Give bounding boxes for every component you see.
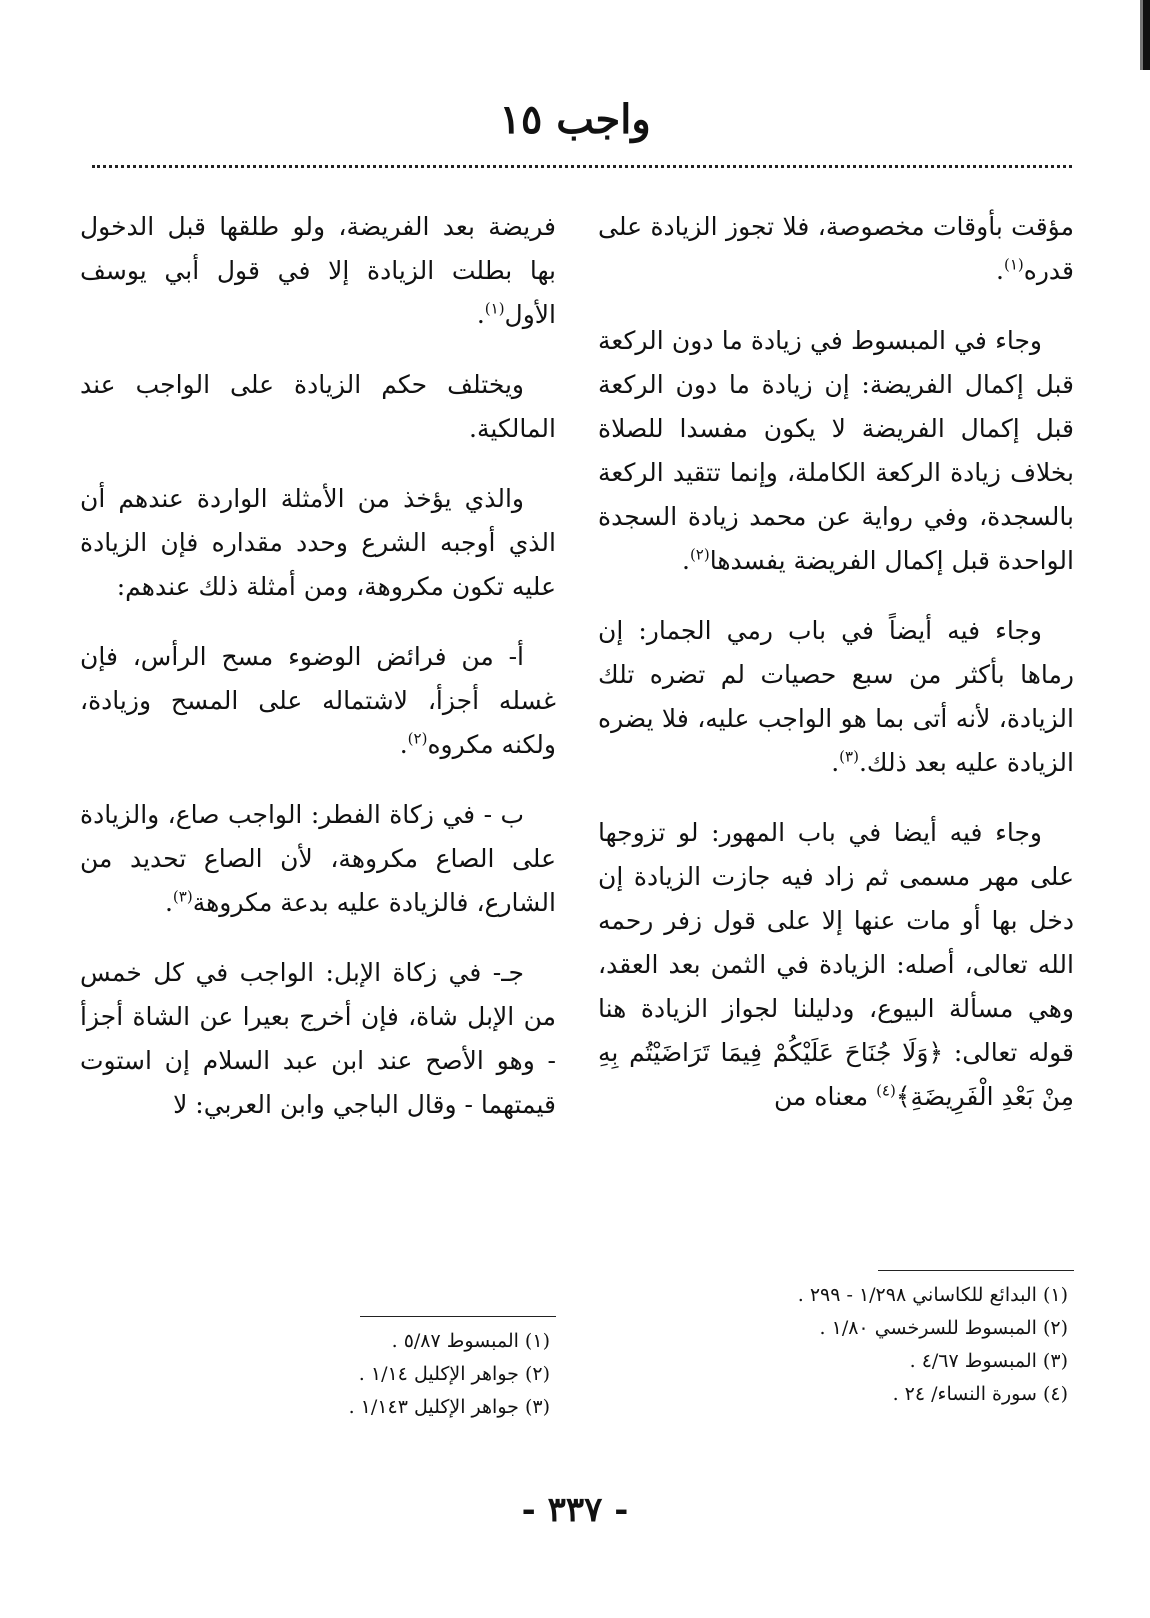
- paragraph: [80, 793, 556, 925]
- paragraph-tail: .: [399, 730, 408, 759]
- footnote-ref: (٣): [172, 887, 193, 906]
- paragraph-tail: .: [164, 888, 173, 917]
- footnote-ref: (٤): [876, 1081, 896, 1100]
- paragraph: [598, 609, 1074, 785]
- scan-edge-mark: [1136, 0, 1150, 70]
- page-number: - ٣٣٧ -: [521, 1490, 629, 1530]
- paragraph: [80, 477, 556, 609]
- footnote-item: (١) المبسوط ٥/٨٧ .: [391, 1330, 550, 1352]
- paragraph-text: ويختلف حكم الزيادة على الواجب عند المالكية.: [80, 370, 556, 443]
- paragraph: [598, 205, 1074, 293]
- footnote-item: (١) البدائع للكاساني ١/٢٩٨ - ٢٩٩ .: [797, 1284, 1068, 1306]
- footnote-ref: (٢): [689, 545, 710, 564]
- paragraph: [80, 951, 556, 1127]
- page-header-title: واجب ١٥: [499, 96, 651, 143]
- footnote-item: (٤) سورة النساء/ ٢٤ .: [892, 1383, 1068, 1405]
- right-column: [598, 205, 1074, 1145]
- footnote-item: (٢) المبسوط للسرخسي ١/٨٠ .: [819, 1317, 1068, 1339]
- paragraph-text: والذي يؤخذ من الأمثلة الواردة عندهم أن الذي أوجبه الشرع وحدد مقداره فإن الزيادة عليه تكون مكروهة، ومن أمثلة ذلك عندهم:: [80, 484, 556, 601]
- paragraph-text: جـ- في زكاة الإبل: الواجب في كل خمس من الإبل شاة، فإن أخرج بعيرا عن الشاة أجزأ - وهو الأصح عند ابن عبد السلام إن استوت قيمتهما - وقال الباجي وابن العربي: لا: [80, 958, 556, 1119]
- paragraph-text: ب - في زكاة الفطر: الواجب صاع، والزيادة على الصاع مكروهة، لأن الصاع تحديد من الشارع، فالزيادة عليه بدعة مكروهة: [80, 800, 556, 917]
- footnotes-left: [80, 1316, 556, 1424]
- footnote-ref: (١): [484, 299, 505, 318]
- header-dotted-rule: [92, 165, 1072, 168]
- footnote-rule: [878, 1270, 1074, 1271]
- footnote-item: (٣) جواهر الإكليل ١/١٤٣ .: [348, 1396, 550, 1418]
- paragraph-text: مؤقت بأوقات مخصوصة، فلا تجوز الزيادة على قدره: [598, 212, 1074, 285]
- paragraph: [80, 635, 556, 767]
- paragraph: [598, 319, 1074, 583]
- footnote-item: (٣) المبسوط ٤/٦٧ .: [909, 1350, 1068, 1372]
- paragraph-text: وجاء فيه أيضاً في باب رمي الجمار: إن رماها بأكثر من سبع حصيات لم تضره تلك الزيادة، لأنه أتى بما هو الواجب عليه، فلا يضره الزيادة عليه بعد ذلك.: [598, 616, 1074, 777]
- paragraph-text: أ- من فرائض الوضوء مسح الرأس، فإن غسله أجزأ، لاشتماله على المسح وزيادة، ولكنه مكروه: [80, 642, 556, 759]
- paragraph-tail: معناه من: [774, 1082, 877, 1111]
- paragraph-tail: .: [996, 256, 1004, 285]
- paragraph-tail: .: [681, 546, 690, 575]
- footnote-ref: (٢): [407, 729, 428, 748]
- paragraph-tail: .: [831, 748, 840, 777]
- paragraph: [80, 205, 556, 337]
- left-column: [80, 205, 556, 1153]
- paragraph: [598, 811, 1074, 1119]
- paragraph-text: فريضة بعد الفريضة، ولو طلقها قبل الدخول بها بطلت الزيادة إلا في قول أبي يوسف الأول: [80, 212, 556, 329]
- footnote-rule: [360, 1316, 556, 1317]
- footnotes-right: [598, 1270, 1074, 1411]
- footnote-item: (٢) جواهر الإكليل ١/١٤ .: [358, 1363, 550, 1385]
- footnote-ref: (١): [1003, 255, 1024, 274]
- paragraph: [80, 363, 556, 451]
- footnote-ref: (٣): [839, 747, 859, 766]
- paragraph-tail: .: [476, 300, 485, 329]
- paragraph-text: وجاء في المبسوط في زيادة ما دون الركعة قبل إكمال الفريضة: إن زيادة ما دون الركعة قبل إكمال الفريضة لا يكون مفسدا للصلاة بخلاف زيادة الركعة الكاملة، وإنما تتقيد الركعة بالسجدة، وفي رواية عن محمد زيادة السجدة الواحدة قبل إكمال الفريضة يفسدها: [598, 326, 1074, 575]
- paragraph-text: وجاء فيه أيضا في باب المهور: لو تزوجها على مهر مسمى ثم زاد فيه جازت الزيادة إن دخل بها أو مات عنها إلا على قول زفر رحمه الله تعالى، أصله: الزيادة في الثمن بعد العقد، وهي مسألة البيوع، ودليلنا لجواز الزيادة هنا قوله تعالى: ﴿وَلَا جُنَاحَ عَلَيْكُمْ فِيمَا تَرَاضَيْتُم بِهِ مِنْ بَعْدِ الْفَرِيضَةِ﴾: [598, 818, 1074, 1111]
